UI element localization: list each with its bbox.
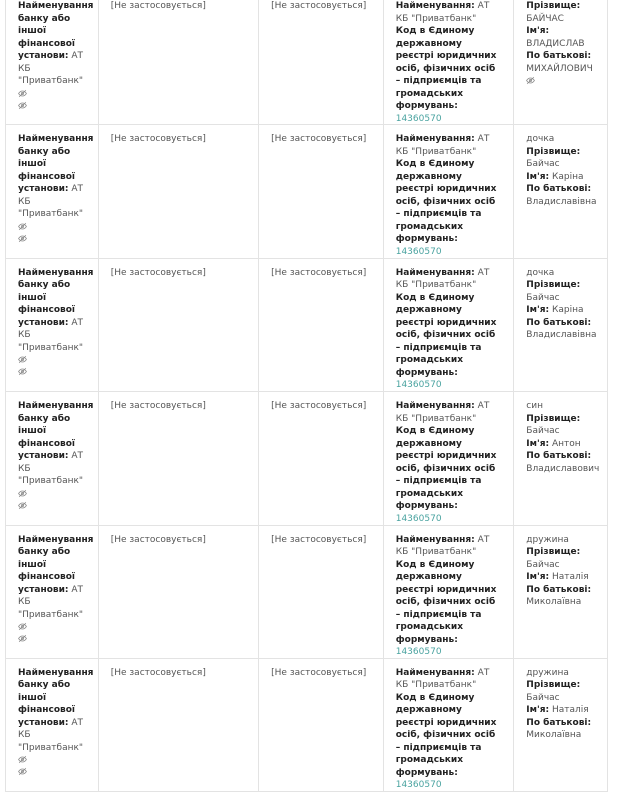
firstname-label: Ім'я: (526, 171, 550, 182)
org-name-value: АТ КБ "Приватбанк" (395, 1, 490, 24)
bank-name-value: АТ КБ "Приватбанк" (18, 584, 84, 620)
firstname-label: Ім'я: (526, 705, 550, 716)
org-name-value: АТ КБ "Приватбанк" (395, 267, 490, 291)
not-applicable-text: [Не застосовується] (271, 401, 367, 412)
relation-value: дочка (526, 134, 555, 145)
not-applicable-cell (259, 392, 384, 524)
org-code-value: 14360570 (395, 380, 442, 391)
bank-name-value: АТ КБ "Приватбанк" (18, 317, 84, 353)
not-applicable-text: [Не застосовується] (110, 1, 206, 11)
relation-value: син (526, 401, 543, 412)
surname-label: Прізвище: (526, 1, 581, 11)
surname-label: Прізвище: (526, 146, 581, 157)
organization-cell (384, 392, 515, 524)
surname-value: Байчас (526, 159, 560, 170)
surname-value: Байчас (526, 426, 560, 437)
bank-name-value: АТ КБ "Приватбанк" (18, 451, 84, 487)
org-code-label: Код в Єдиному державному реєстрі юридичних осіб, фізичних осіб – підприємців та громадських формувань: (395, 559, 497, 645)
not-applicable-text: [Не застосовується] (110, 134, 206, 145)
surname-value: Байчас (526, 559, 560, 570)
org-code-value: 14360570 (395, 113, 442, 124)
person-cell (514, 392, 607, 524)
hidden-eye-icon (18, 355, 29, 366)
org-code-label: Код в Єдиному державному реєстрі юридичних осіб, фізичних осіб – підприємців та громадських формувань: (395, 159, 497, 245)
table-row (6, 659, 607, 792)
person-cell (514, 259, 607, 391)
not-applicable-text: [Не застосовується] (110, 401, 206, 412)
surname-value: Байчас (526, 692, 560, 703)
surname-label: Прізвище: (526, 547, 581, 558)
firstname-label: Ім'я: (526, 438, 550, 449)
not-applicable-cell (99, 0, 259, 124)
relation-value: дружина (526, 667, 569, 678)
bank-cell (6, 526, 99, 658)
hidden-eye-icon (18, 634, 29, 645)
not-applicable-text: [Не застосовується] (271, 1, 367, 11)
org-code-label: Код в Єдиному державному реєстрі юридичних осіб, фізичних осіб – підприємців та громадських формувань: (395, 692, 497, 778)
hidden-eye-icon (526, 76, 537, 87)
person-cell (514, 0, 607, 124)
hidden-eye-icon (18, 367, 29, 378)
hidden-eye-icon (18, 101, 29, 112)
not-applicable-cell (259, 0, 384, 124)
org-name-value: АТ КБ "Приватбанк" (395, 134, 490, 157)
bank-cell (6, 392, 99, 524)
bank-name-label: Найменування банку або іншої фінансової установи: (18, 134, 94, 195)
patronymic-label: По батькові: (526, 317, 592, 328)
firstname-value: Наталія (552, 572, 589, 583)
firstname-label: Ім'я: (526, 572, 550, 583)
organization-cell (384, 125, 515, 257)
surname-value: Байчас (526, 292, 560, 303)
not-applicable-cell (99, 526, 259, 658)
organization-cell (384, 659, 515, 791)
table-row (6, 125, 607, 258)
bank-cell (6, 259, 99, 391)
organization-cell (384, 259, 515, 391)
not-applicable-text: [Не застосовується] (271, 267, 367, 278)
surname-label: Прізвище: (526, 280, 581, 291)
firstname-value: Каріна (552, 171, 584, 182)
org-name-label: Найменування: (395, 667, 475, 678)
patronymic-label: По батькові: (526, 584, 592, 595)
patronymic-value: Владиславович (526, 463, 600, 474)
organization-cell (384, 0, 515, 124)
firstname-value: Антон (552, 438, 581, 449)
not-applicable-text: [Не застосовується] (110, 267, 206, 278)
relation-value: дружина (526, 534, 569, 545)
patronymic-value: Миколаївна (526, 597, 582, 608)
patronymic-value: Владиславівна (526, 196, 597, 207)
bank-cell (6, 0, 99, 124)
bank-name-label: Найменування банку або іншої фінансової установи: (18, 534, 94, 595)
org-name-value: АТ КБ "Приватбанк" (395, 534, 490, 558)
hidden-eye-icon (18, 755, 29, 766)
org-name-label: Найменування: (395, 401, 475, 412)
not-applicable-cell (259, 125, 384, 257)
not-applicable-cell (99, 392, 259, 524)
hidden-eye-icon (18, 222, 29, 233)
bank-name-value: АТ КБ "Приватбанк" (18, 51, 84, 86)
org-name-value: АТ КБ "Приватбанк" (395, 401, 490, 424)
table-row (6, 0, 607, 125)
not-applicable-cell (259, 259, 384, 391)
org-code-value: 14360570 (395, 513, 442, 524)
person-cell (514, 125, 607, 257)
org-code-value: 14360570 (395, 647, 442, 658)
surname-label: Прізвище: (526, 413, 581, 424)
bank-name-value: АТ КБ "Приватбанк" (18, 184, 84, 220)
org-code-label: Код в Єдиному державному реєстрі юридичних осіб, фізичних осіб – підприємців та громадських формувань: (395, 292, 497, 378)
patronymic-value: Владиславівна (526, 330, 597, 341)
patronymic-label: По батькові: (526, 184, 592, 195)
person-cell (514, 659, 607, 791)
organization-cell (384, 526, 515, 658)
not-applicable-text: [Не застосовується] (110, 534, 206, 545)
hidden-eye-icon (18, 234, 29, 245)
org-name-label: Найменування: (395, 267, 475, 278)
org-code-value: 14360570 (395, 780, 442, 791)
bank-cell (6, 125, 99, 257)
bank-name-label: Найменування банку або іншої фінансової установи: (18, 1, 94, 61)
firstname-value: Наталія (552, 705, 589, 716)
relation-value: дочка (526, 267, 555, 278)
org-code-label: Код в Єдиному державному реєстрі юридичних осіб, фізичних осіб – підприємців та громадських формувань: (395, 426, 497, 512)
org-name-value: АТ КБ "Приватбанк" (395, 667, 490, 691)
not-applicable-cell (259, 526, 384, 658)
firstname-label: Ім'я: (526, 305, 550, 316)
patronymic-label: По батькові: (526, 717, 592, 728)
not-applicable-cell (99, 259, 259, 391)
declaration-table (5, 0, 608, 792)
table-row (6, 526, 607, 659)
table-row (6, 259, 607, 392)
not-applicable-cell (259, 659, 384, 791)
not-applicable-text: [Не застосовується] (110, 667, 206, 678)
not-applicable-text: [Не застосовується] (271, 134, 367, 145)
bank-cell (6, 659, 99, 791)
not-applicable-cell (99, 125, 259, 257)
org-name-label: Найменування: (395, 1, 475, 11)
table-row (6, 392, 607, 525)
firstname-value: Каріна (552, 305, 584, 316)
hidden-eye-icon (18, 489, 29, 500)
hidden-eye-icon (18, 89, 29, 100)
hidden-eye-icon (18, 622, 29, 633)
patronymic-value: Миколаївна (526, 730, 582, 741)
hidden-eye-icon (18, 501, 29, 512)
bank-name-label: Найменування банку або іншої фінансової установи: (18, 667, 94, 728)
org-name-label: Найменування: (395, 134, 475, 145)
person-cell (514, 526, 607, 658)
org-code-value: 14360570 (395, 246, 442, 257)
bank-name-label: Найменування банку або іншої фінансової установи: (18, 401, 94, 462)
patronymic-label: По батькові: (526, 451, 592, 462)
firstname-value: ВЛАДИСЛАВ (526, 38, 585, 49)
surname-label: Прізвище: (526, 680, 581, 691)
not-applicable-text: [Не застосовується] (271, 534, 367, 545)
patronymic-label: По батькові: (526, 51, 592, 61)
surname-value: БАЙЧАС (526, 13, 564, 24)
org-code-label: Код в Єдиному державному реєстрі юридичних осіб, фізичних осіб – підприємців та громадських формувань: (395, 26, 497, 111)
firstname-label: Ім'я: (526, 26, 550, 36)
bank-name-value: АТ КБ "Приватбанк" (18, 717, 84, 753)
not-applicable-text: [Не застосовується] (271, 667, 367, 678)
not-applicable-cell (99, 659, 259, 791)
bank-name-label: Найменування банку або іншої фінансової установи: (18, 267, 94, 328)
org-name-label: Найменування: (395, 534, 475, 545)
patronymic-value: МИХАЙЛОВИЧ (526, 63, 593, 74)
